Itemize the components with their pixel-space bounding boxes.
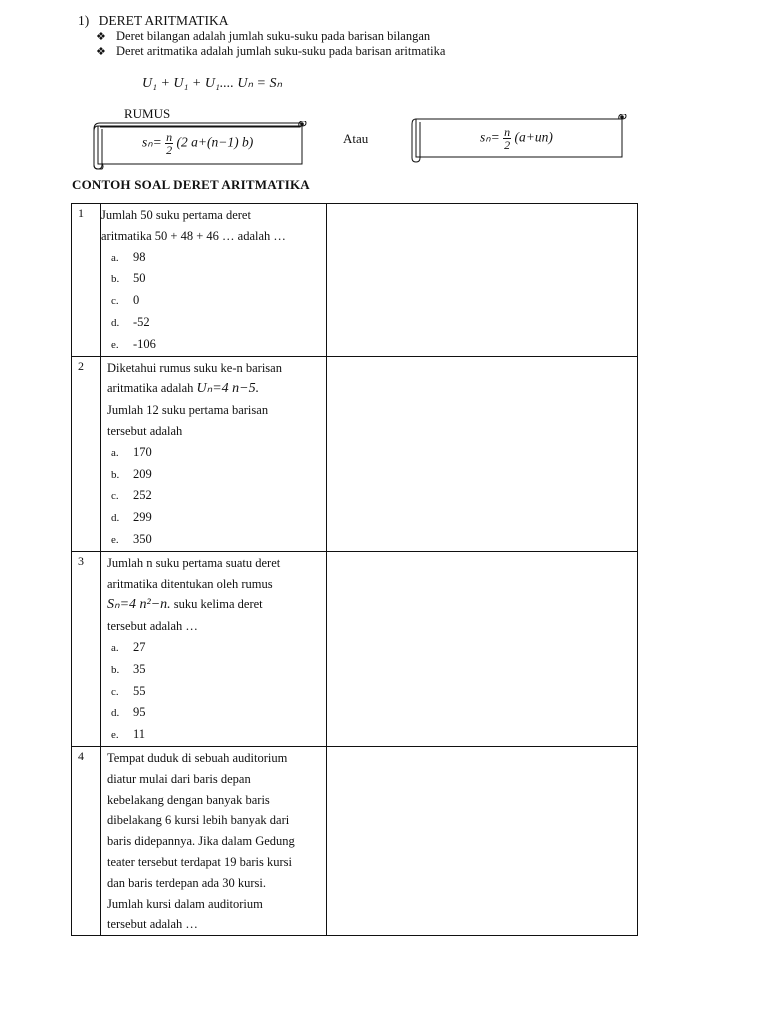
option-item: d. -52 [111,314,150,329]
option-list [101,442,326,551]
sum-formula-2: sₙ= $\frac{n}{2}$ (a+un) [480,125,553,152]
definition-bullet-2: ❖ Deret aritmatika adalah jumlah suku-suku pada barisan aritmatika [96,44,446,58]
question-cell: Diketahui rumus suku ke-n barisan aritmatika adalah Uₙ=4 n−5. Jumlah 12 suku pertama barisan tersebut adalah a. 170 b. 209 c. 252 d. 299 e. 350 [101,356,327,551]
question-table [71,203,638,936]
main-formula: U₁ + U₁ + U₁.... Uₙ = Sₙ [142,76,283,91]
option-item: e. -106 [111,336,156,351]
option-item: e. 350 [111,531,152,546]
option-item: e. 11 [111,727,146,742]
option-item: c. 252 [111,488,152,503]
question-number: 4 [78,748,84,763]
answer-cell[interactable] [327,746,638,935]
question-number: 1 [78,206,84,220]
table-row [72,356,638,551]
question-number: 3 [78,553,84,568]
diamond-bullet-icon: ❖ [96,31,106,43]
examples-heading: CONTOH SOAL DERET ARITMATIKA [72,177,310,192]
rumus-label: RUMUS [124,106,171,121]
question-cell: Tempat duduk di sebuah auditorium diatur mulai dari baris depan kebelakang dengan banyak baris dibelakang 6 kursi lebih banyak dari baris didepannya. Jika dalam Gedung teater tersebut terdapat 19 baris kursi dan baris terdepan ada 30 kursi. Jumlah kursi dalam auditorium tersebut adalah … [101,746,327,935]
answer-cell[interactable] [327,204,638,357]
answer-cell[interactable] [327,551,638,746]
table-row [72,204,638,357]
definition-bullet-1: ❖ Deret bilangan adalah jumlah suku-suku pada barisan bilangan [96,29,431,43]
sum-formula-1: sₙ= $\frac{n}{2}$ (2 a+(n−1) b) [142,130,254,157]
option-item: a. 170 [111,444,152,459]
option-item: d. 299 [111,510,152,525]
question-cell: Jumlah n suku pertama suatu deret aritmatika ditentukan oleh rumus Sₙ=4 n²−n. suku kelima deret tersebut adalah … a. 27 b. 35 c. 55 d. 95 e. 11 [101,551,327,746]
question-number: 2 [78,358,84,373]
table-row [72,551,638,746]
fraction: $\frac{n}{2}$ [166,130,173,157]
option-item: a. 27 [111,639,146,654]
section-number: 1) [78,13,90,28]
fraction: $\frac{n}{2}$ [504,125,511,152]
option-item: b. 50 [111,271,146,286]
diamond-bullet-icon: ❖ [96,46,106,58]
option-item: d. 95 [111,705,146,720]
option-item: b. 209 [111,466,152,481]
table-row [72,746,638,935]
question-cell: Jumlah 50 suku pertama deret aritmatika 50 + 48 + 46 … adalah … a. 98 b. 50 c. 0 d. -52 e. -106 [101,204,327,357]
section-heading [78,13,229,29]
option-list [101,637,326,746]
option-item: b. 35 [111,661,146,676]
option-item: c. 55 [111,683,146,698]
option-list [101,247,326,356]
option-item: c. 0 [111,293,140,308]
section-title: DERET ARITMATIKA [98,13,229,28]
answer-cell[interactable] [327,356,638,551]
atau-label: Atau [343,131,369,146]
option-item: a. 98 [111,249,146,264]
